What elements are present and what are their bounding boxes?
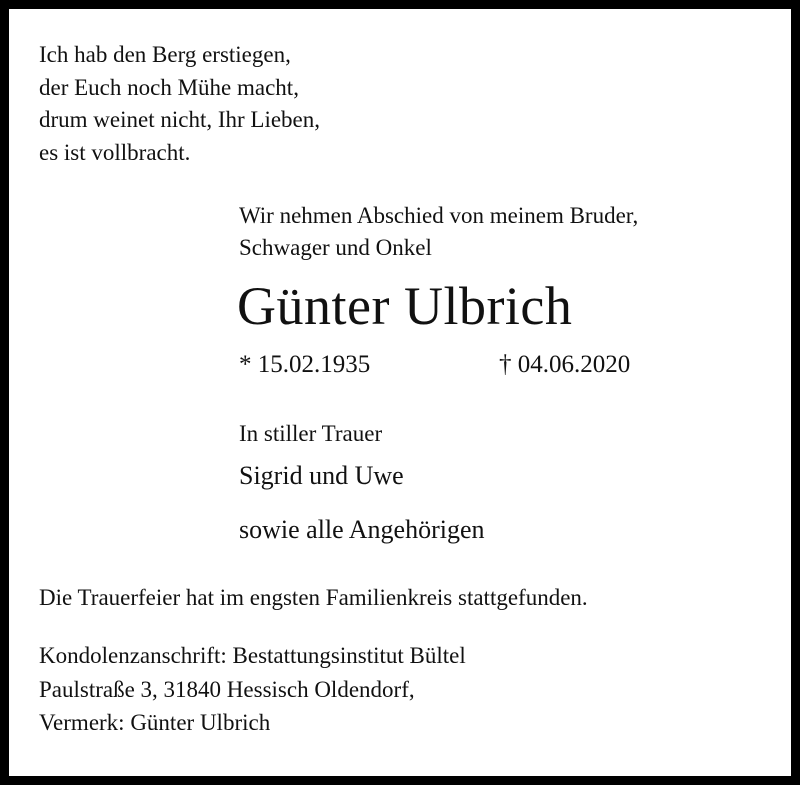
announcement-intro bbox=[239, 200, 761, 265]
condolence-line-3: Vermerk: Günter Ulbrich bbox=[39, 709, 271, 735]
announcement-block bbox=[39, 200, 761, 546]
condolence-address bbox=[39, 639, 761, 739]
condolence-line-2: Paulstraße 3, 31840 Hessisch Oldendorf, bbox=[39, 676, 415, 702]
death-date: † 04.06.2020 bbox=[499, 351, 631, 379]
poem-line-3: drum weinet nicht, Ihr Lieben, bbox=[39, 107, 321, 133]
poem-line-1: Ich hab den Berg erstiegen, bbox=[39, 42, 291, 67]
life-dates bbox=[239, 351, 761, 379]
condolence-line-1: Kondolenzanschrift: Bestattungsinstitut Bültel bbox=[39, 643, 466, 669]
mourners-names: Sigrid und Uwe bbox=[239, 461, 404, 491]
birth-date: * 15.02.1935 bbox=[239, 351, 371, 379]
intro-line-1: Wir nehmen Abschied von meinem Bruder, bbox=[239, 202, 639, 228]
poem-verse bbox=[39, 39, 761, 170]
deceased-name: Günter Ulbrich bbox=[237, 275, 573, 336]
mourning-label: In stiller Trauer bbox=[239, 421, 383, 447]
ceremony-note: Die Trauerfeier hat im engsten Familienkreis stattgefunden. bbox=[39, 585, 588, 611]
poem-line-4: es ist vollbracht. bbox=[39, 139, 191, 165]
poem-line-2: der Euch noch Mühe macht, bbox=[39, 74, 299, 100]
intro-line-2: Schwager und Onkel bbox=[239, 235, 432, 261]
all-relatives-text: sowie alle Angehörigen bbox=[239, 515, 485, 545]
